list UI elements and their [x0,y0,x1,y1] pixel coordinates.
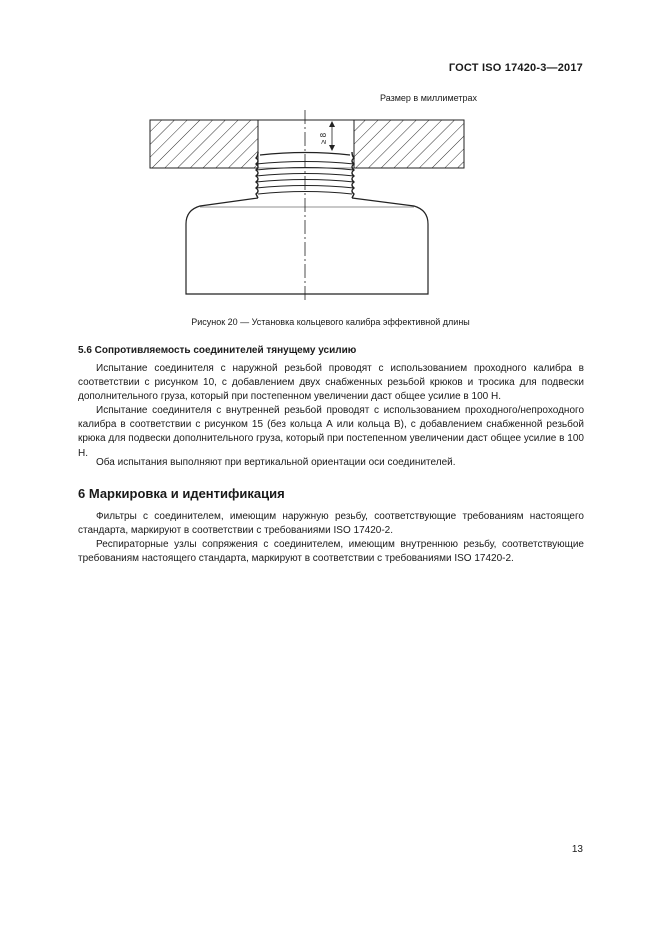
gauge-right-section [354,120,464,168]
document-header: ГОСТ ISO 17420-3—2017 [448,62,583,74]
figure-caption: Рисунок 20 — Установка кольцевого калибра эффективной длины [191,317,470,327]
section-5-6-heading: 5.6 Сопротивляемость соединителей тянущему усилию [78,345,357,356]
section-6-heading: 6 Маркировка и идентификация [78,486,285,501]
page-number: 13 [571,844,583,855]
gauge-left-section [150,120,258,168]
bottle-body [186,198,428,294]
paragraph: Респираторные узлы сопряжения с соединителем, имеющим внутреннюю резьбу, соответствующие требованиям настоящего стандарта, маркируют в соответствии с требованиями ISO 17420-2. [78,539,584,565]
paragraph: Фильтры с соединителем, имеющим наружную резьбу, соответствующие требованиям настоящего стандарта, маркируют в соответствии с требованиями ISO 17420-2. [78,511,584,537]
dimension-marker [319,121,335,151]
paragraph: Испытание соединителя с наружной резьбой проводят с использованием проходного калибра в соответствии с рисунком 10, с добавлением двух снабженных резьбой крюков и тросика для подвески дополнительного груза, который при постепенном увеличении даст общее усилие в 100 Н. [78,363,584,403]
paragraph: Оба испытания выполняют при вертикальной ориентации оси соединителей. [96,457,456,468]
units-note: Размер в миллиметрах [380,93,477,103]
dimension-label: ≥ 8 [319,132,328,144]
paragraph: Испытание соединителя с внутренней резьбой проводят с использованием проходного/непроходного калибра в соответствии с рисунком 15 (без кольца А или кольца В), с добавлением снабженной резьбой крюка для подвески дополнительного груза, который при постепенном увеличении даст общее усилие в 100 Н. [78,405,584,459]
figure-ring-gauge [146,110,466,310]
